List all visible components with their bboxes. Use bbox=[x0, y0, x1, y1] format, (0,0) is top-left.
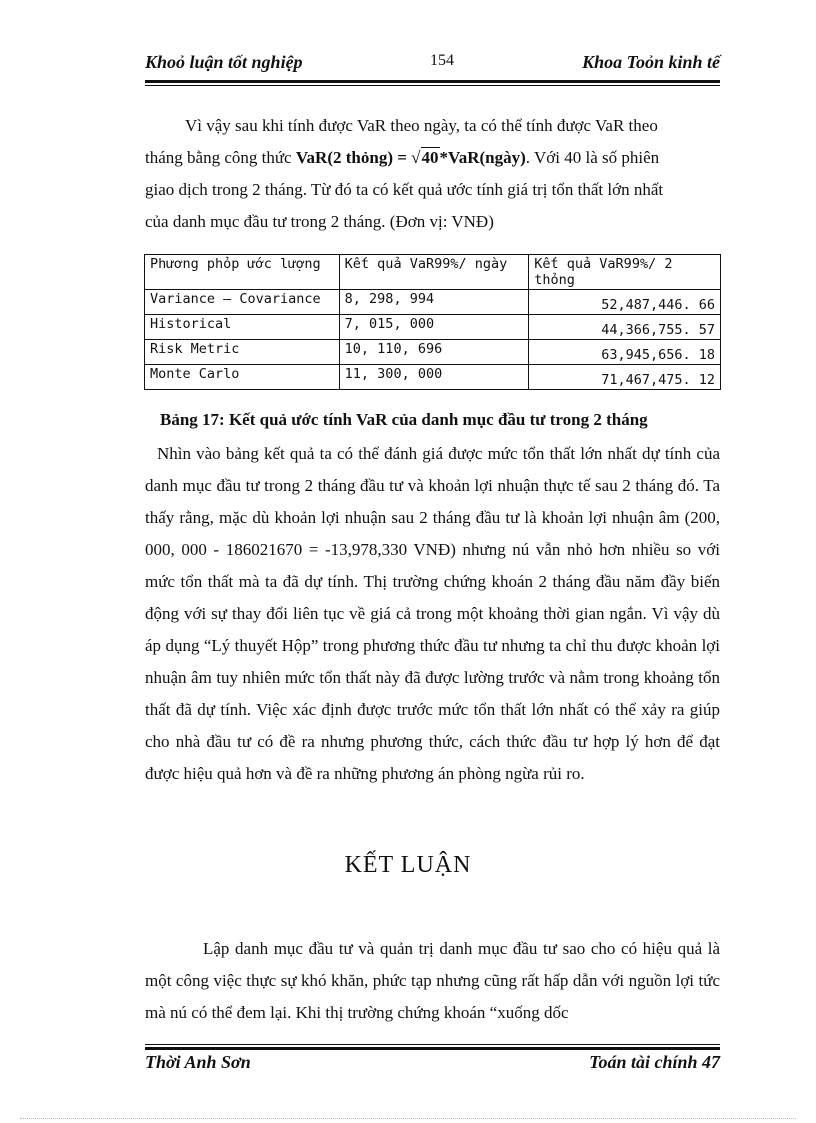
two-month-cell: 44,366,755. 57 bbox=[529, 315, 721, 340]
method-cell: Monte Carlo bbox=[145, 365, 340, 390]
conclusion-heading: KẾT LUẬN bbox=[344, 852, 472, 878]
page-footer bbox=[145, 1052, 720, 1076]
var-results-table bbox=[144, 254, 721, 390]
header-daily: Kết quả VaR99%/ ngày bbox=[339, 255, 529, 290]
method-cell: Risk Metric bbox=[145, 340, 340, 365]
table-row bbox=[145, 315, 721, 340]
footer-rule bbox=[145, 1044, 720, 1050]
var-formula bbox=[296, 147, 526, 167]
table-row bbox=[145, 340, 721, 365]
table-row bbox=[145, 290, 721, 315]
header-faculty-label: Khoa Toỏn kinh tế bbox=[582, 52, 720, 72]
table-header-row bbox=[145, 255, 721, 290]
footer-author: Thời Anh Sơn bbox=[145, 1052, 251, 1072]
analysis-text: Nhìn vào bảng kết quả ta có thể đánh giá được mức tổn thất lớn nhất dự tính của danh mục đầu tư trong 2 tháng đầu tư và khoản lợi nhuận thực tế sau 2 tháng đó. Ta thấy rằng, mặc dù khoản lợi nhuận sau 2 tháng đầu tư là khoản lợi nhuận âm (200, 000, 000 - 186021670 = -13,978,330 VNĐ) nhưng nú vẫn nhỏ hơn nhiều so với mức tổn thất mà ta đã dự tính. Thị trường chứng khoán 2 tháng đầu năm đầy biến động với sự thay đổi liên tục về giá cả trong một khoảng thời gian ngắn. Vì vậy dù áp dụng “Lý thuyết Hộp” trong phương thức đầu tư nhưng ta chỉ thu được khoản lợi nhuận âm tuy nhiên mức tổn thất này đã được lường trước và nằm trong khoảng tổn thất đã dự tính. Việc xác định được trước mức tổn thất lớn nhất có thể xảy ra giúp cho nhà đầu tư có đề ra nhưng phương thức, cách thức đầu tư hợp lý hơn để đạt được hiệu quả hơn và đề ra những phương án phòng ngừa rủi ro. bbox=[145, 444, 720, 783]
table-caption: Bảng 17: Kết quả ước tính VaR của danh mục đầu tư trong 2 tháng bbox=[160, 410, 648, 429]
method-cell: Historical bbox=[145, 315, 340, 340]
conclusion-paragraph bbox=[145, 933, 720, 1029]
formula-left: VaR(2 thỏng) = bbox=[295, 148, 412, 167]
daily-cell: 7, 015, 000 bbox=[339, 315, 529, 340]
header-rule bbox=[145, 80, 720, 86]
intro-line-2 bbox=[145, 142, 720, 174]
table-row bbox=[145, 365, 721, 390]
header-two-month: Kết quả VaR99%/ 2 thỏng bbox=[529, 255, 721, 290]
two-month-cell: 71,467,475. 12 bbox=[529, 365, 721, 390]
header-thesis-label: Khoỏ luận tốt nghiệp bbox=[145, 52, 303, 72]
page-number: 154 bbox=[430, 52, 454, 69]
header-method: Phương phỏp ước lượng bbox=[145, 255, 340, 290]
intro-paragraph bbox=[145, 110, 720, 238]
intro-line-4: của danh mục đầu tư trong 2 tháng. (Đơn vị: VNĐ) bbox=[145, 212, 494, 231]
two-month-cell: 52,487,446. 66 bbox=[529, 290, 721, 315]
sqrt-sign: √ bbox=[411, 148, 421, 167]
method-cell: Variance – Covariance bbox=[145, 290, 340, 315]
two-month-cell: 63,945,656. 18 bbox=[529, 340, 721, 365]
daily-cell: 8, 298, 994 bbox=[339, 290, 529, 315]
footer-class: Toán tài chính 47 bbox=[589, 1052, 720, 1072]
intro-line-3: giao dịch trong 2 tháng. Từ đó ta có kết quả ước tính giá trị tổn thất lớn nhất bbox=[145, 180, 664, 199]
intro-line-2-pre: tháng bằng công thức bbox=[145, 148, 296, 167]
sqrt-value: 40 bbox=[421, 148, 439, 167]
conclusion-text: Lập danh mục đầu tư và quản trị danh mục đầu tư sao cho có hiệu quả là một công việc thực sự khó khăn, phức tạp nhưng cũng rất hấp dẫn với nguồn lợi tức mà nú có thể đem lại. Khi thị trường chứng khoán “xuống dốc bbox=[145, 939, 720, 1022]
daily-cell: 10, 110, 696 bbox=[339, 340, 529, 365]
intro-line-2-post: . Với 40 là số phiên bbox=[525, 148, 660, 167]
formula-right: *VaR(ngày) bbox=[439, 148, 526, 167]
daily-cell: 11, 300, 000 bbox=[339, 365, 529, 390]
analysis-paragraph bbox=[145, 438, 720, 790]
intro-line-1: Vì vậy sau khi tính được VaR theo ngày, ta có thể tính được VaR theo bbox=[185, 116, 658, 135]
page-header bbox=[145, 52, 720, 78]
page-edge-dotted-line bbox=[20, 1118, 796, 1119]
